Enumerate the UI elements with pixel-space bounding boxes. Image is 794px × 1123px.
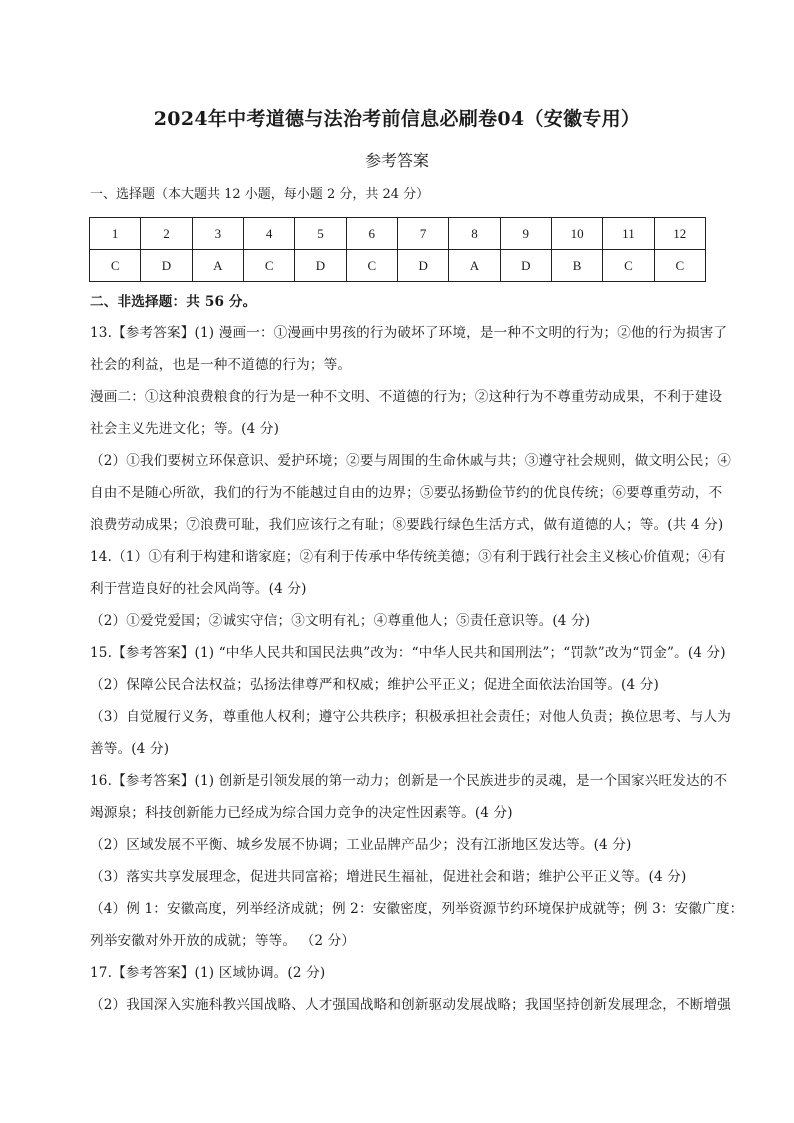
answer-line: （2）保障公民合法权益；弘扬法律尊严和权威；维护公平正义；促进全面依法治国等。(4 分) — [90, 677, 659, 693]
answer-cell: D — [295, 250, 346, 282]
answer-cell: C — [654, 250, 705, 282]
page-subtitle: 参考答案 — [364, 151, 429, 170]
answer-cell: C — [603, 250, 654, 282]
answer-cell: C — [243, 250, 294, 282]
answer-table — [89, 217, 706, 282]
answer-line: （2）①我们要树立环保意识、爱护环境；②要与周围的生命休戚与共；③遵守社会规则，做文明公民；④ — [90, 453, 732, 469]
answer-cell: C — [346, 250, 397, 282]
answer-cell: D — [397, 250, 448, 282]
answer-line: 漫画二：①这种浪费粮食的行为是一种不文明、不道德的行为；②这种行为不尊重劳动成果，不利于建设 — [90, 389, 723, 405]
answer-line: 16.【参考答案】(1) 创新是引领发展的第一动力；创新是一个民族进步的灵魂，是一个国家兴旺发达的不 — [90, 773, 728, 789]
question-number: 10 — [551, 218, 602, 250]
question-number: 4 — [243, 218, 294, 250]
answer-line: 社会的利益，也是一种不道德的行为；等。 — [90, 357, 352, 373]
question-number: 3 — [192, 218, 243, 250]
question-number: 5 — [295, 218, 346, 250]
page-title: 2024年中考道德与法治考前信息必刷卷04（安徽专用） — [153, 108, 641, 130]
answer-line: （3）落实共享发展理念，促进共同富裕；增进民生福祉，促进社会和谐；维护公平正义等。(4 分) — [90, 869, 687, 885]
answer-line: 善等。(4 分) — [90, 741, 170, 757]
question-number-row — [90, 218, 706, 250]
question-number: 11 — [603, 218, 654, 250]
answer-line: 竭源泉；科技创新能力已经成为综合国力竞争的决定性因素等。(4 分) — [90, 805, 513, 821]
question-number: 9 — [500, 218, 551, 250]
answer-line: 列举安徽对外开放的成就；等等。 （2 分） — [90, 933, 356, 949]
question-number: 1 — [90, 218, 141, 250]
answer-line: 14.（1）①有利于构建和谐家庭；②有利于传承中华传统美德；③有利于践行社会主义核心价值观；④有 — [90, 549, 726, 565]
answer-cell: A — [449, 250, 500, 282]
answer-line: （2）我国深入实施科教兴国战略、人才强国战略和创新驱动发展战略；我国坚持创新发展理念，不断增强 — [90, 997, 732, 1013]
answer-line: （2）区域发展不平衡、城乡发展不协调；工业品牌产品少；没有江浙地区发达等。(4 分) — [90, 837, 632, 853]
answer-line: （2）①爱党爱国；②诚实守信；③文明有礼；④尊重他人；⑤责任意识等。(4 分) — [90, 613, 591, 629]
answer-line: 自由不是随心所欲，我们的行为不能越过自由的边界；⑤要弘扬勤俭节约的优良传统；⑥要尊重劳动，不 — [90, 485, 723, 501]
answer-line: 利于营造良好的社会风尚等。(4 分) — [90, 581, 307, 597]
answer-line: （3）自觉履行义务，尊重他人权利；遵守公共秩序；积极承担社会责任；对他人负责；换位思考、与人为 — [90, 709, 732, 725]
question-number: 6 — [346, 218, 397, 250]
answer-line: （4）例 1：安徽高度，列举经济成就；例 2：安徽密度，列举资源节约环境保护成就等；例 3：安徽广度： — [90, 901, 744, 917]
answer-line: 浪费劳动成果；⑦浪费可耻，我们应该行之有耻；⑧要践行绿色生活方式，做有道德的人；等。(共 4 分) — [90, 517, 724, 533]
question-number: 12 — [654, 218, 705, 250]
answer-cell: D — [141, 250, 192, 282]
question-number: 8 — [449, 218, 500, 250]
answer-line: 社会主义先进文化；等。(4 分) — [90, 421, 280, 437]
question-number: 7 — [397, 218, 448, 250]
section-2-heading: 二、非选择题：共 56 分。 — [90, 294, 257, 310]
answer-cell: A — [192, 250, 243, 282]
answer-cell: B — [551, 250, 602, 282]
answer-cell: C — [90, 250, 141, 282]
answer-line: 17.【参考答案】(1) 区域协调。(2 分) — [90, 965, 326, 981]
answer-cell: D — [500, 250, 551, 282]
answer-line: 13.【参考答案】(1) 漫画一：①漫画中男孩的行为破坏了环境，是一种不文明的行为；②他的行为损害了 — [90, 325, 728, 341]
question-number: 2 — [141, 218, 192, 250]
section-1-heading: 一、选择题（本大题共 12 小题，每小题 2 分，共 24 分） — [90, 187, 430, 202]
answer-line: 15.【参考答案】(1) “中华人民共和国民法典”改为：“中华人民共和国刑法”；“罚款”改为“罚金”。(4 分) — [90, 645, 726, 661]
answer-row — [90, 250, 706, 282]
